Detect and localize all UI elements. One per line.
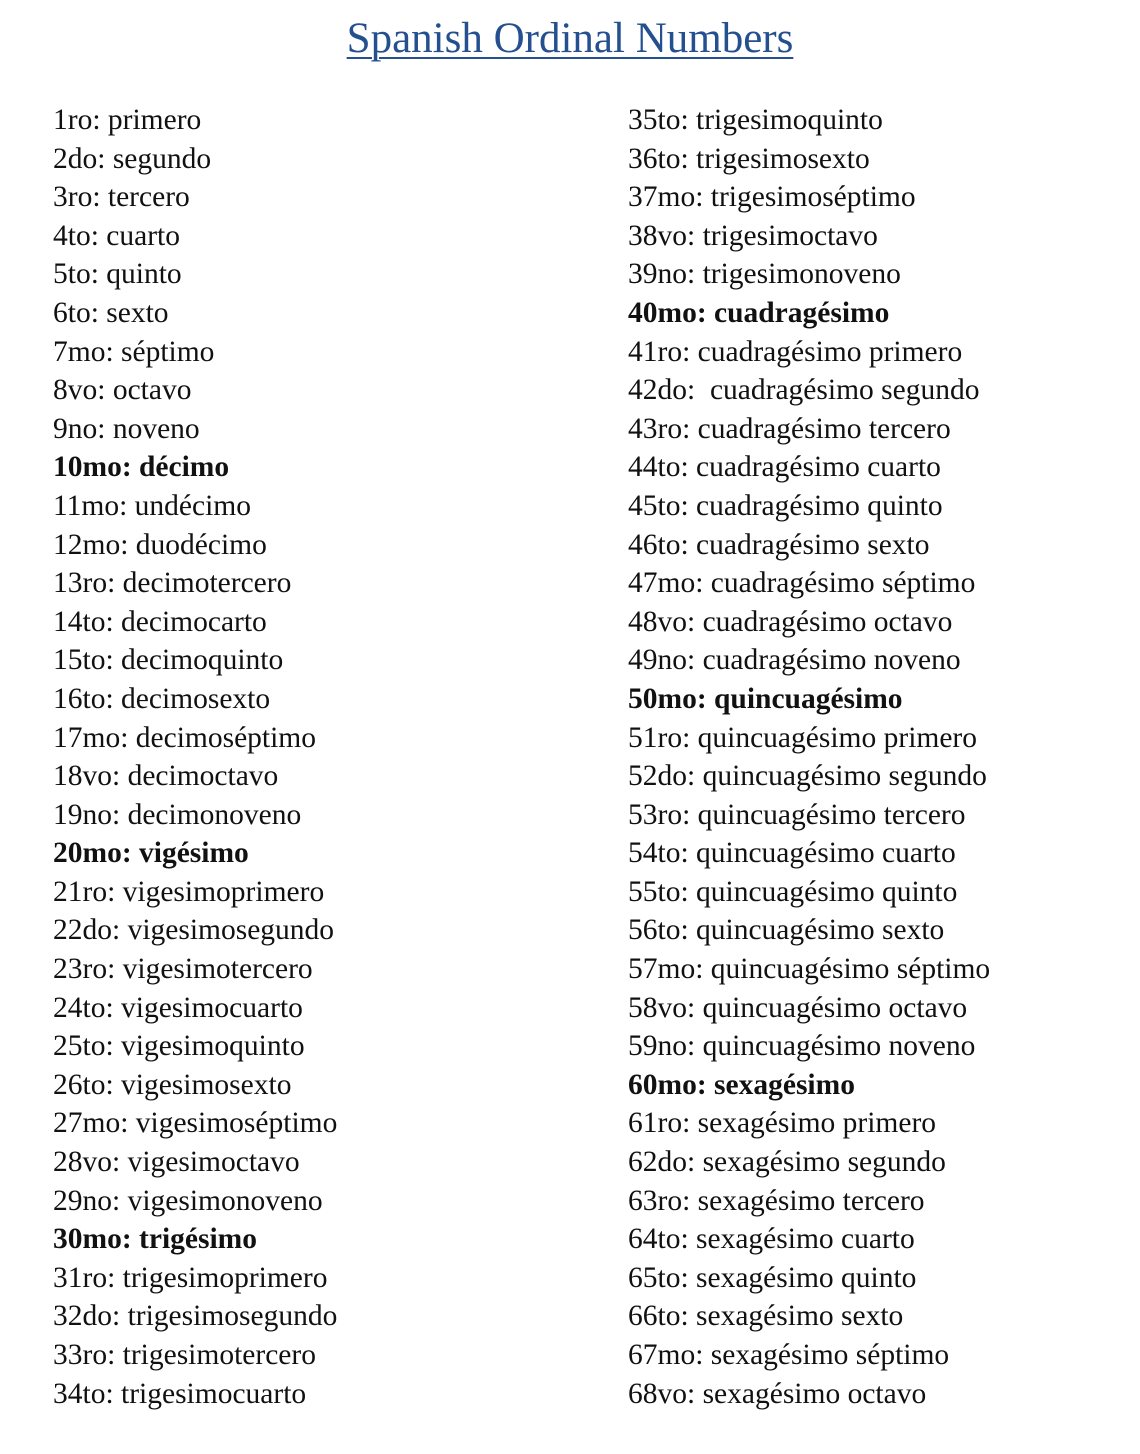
ordinal-heading: 30mo: trigésimo	[53, 1223, 257, 1256]
ordinal-item: 66to: sexagésimo sexto	[628, 1300, 904, 1333]
ordinal-item: 41ro: cuadragésimo primero	[628, 335, 963, 368]
ordinal-item: 27mo: vigesimoséptimo	[53, 1107, 338, 1140]
ordinal-item: 57mo: quincuagésimo séptimo	[628, 953, 991, 986]
ordinal-item: 5to: quinto	[53, 258, 182, 291]
ordinal-item: 63ro: sexagésimo tercero	[628, 1184, 925, 1217]
ordinal-heading: 50mo: quincuagésimo	[628, 682, 903, 715]
ordinal-item: 33ro: trigesimotercero	[53, 1339, 316, 1371]
ordinal-item: 26to: vigesimosexto	[53, 1068, 292, 1101]
ordinal-item: 6to: sexto	[53, 296, 169, 329]
ordinal-item: 22do: vigesimosegundo	[53, 914, 335, 947]
ordinal-item: 11mo: undécimo	[53, 489, 252, 522]
ordinal-item: 36to: trigesimosexto	[628, 142, 870, 175]
ordinal-item: 4to: cuarto	[53, 219, 180, 252]
ordinal-item: 43ro: cuadragésimo tercero	[628, 412, 951, 445]
page-title-text: Spanish Ordinal Numbers	[346, 15, 794, 62]
ordinal-item: 9no: noveno	[53, 412, 200, 445]
ordinal-item: 61ro: sexagésimo primero	[628, 1107, 937, 1140]
ordinal-item: 58vo: quincuagésimo octavo	[628, 991, 968, 1024]
ordinal-heading: 60mo: sexagésimo	[628, 1068, 855, 1101]
ordinal-item: 34to: trigesimocuarto	[53, 1377, 307, 1410]
ordinal-item: 31ro: trigesimoprimero	[53, 1261, 328, 1294]
ordinal-item: 32do: trigesimosegundo	[53, 1300, 338, 1333]
ordinal-item: 16to: decimosexto	[53, 682, 271, 715]
ordinal-item: 56to: quincuagésimo sexto	[628, 914, 945, 947]
ordinal-item: 64to: sexagésimo cuarto	[628, 1223, 915, 1256]
ordinal-item: 51ro: quincuagésimo primero	[628, 721, 978, 754]
ordinal-item: 46to: cuadragésimo sexto	[628, 528, 930, 561]
ordinal-list-right	[628, 101, 990, 1413]
ordinal-item: 19no: decimonoveno	[53, 798, 302, 831]
ordinal-item: 53ro: quincuagésimo tercero	[628, 798, 966, 831]
ordinal-item: 62do: sexagésimo segundo	[628, 1146, 946, 1179]
ordinal-list-left	[53, 101, 337, 1413]
ordinal-heading: 40mo: cuadragésimo	[628, 296, 890, 329]
ordinal-item: 29no: vigesimonoveno	[53, 1184, 323, 1217]
ordinal-item: 68vo: sexagésimo octavo	[628, 1377, 927, 1410]
ordinal-item: 35to: trigesimoquinto	[628, 104, 883, 136]
page-title	[0, 14, 1140, 63]
ordinal-item: 17mo: decimoséptimo	[53, 721, 317, 754]
ordinal-item: 15to: decimoquinto	[53, 644, 284, 677]
ordinal-item: 14to: decimocarto	[53, 605, 267, 638]
ordinal-item: 39no: trigesimonoveno	[628, 258, 901, 291]
ordinal-item: 42do: cuadragésimo segundo	[628, 374, 980, 407]
ordinal-item: 49no: cuadragésimo noveno	[628, 644, 961, 677]
ordinal-item: 13ro: decimotercero	[53, 567, 292, 600]
ordinal-item: 1ro: primero	[53, 104, 202, 136]
ordinal-item: 52do: quincuagésimo segundo	[628, 760, 987, 793]
ordinal-item: 38vo: trigesimoctavo	[628, 219, 878, 252]
ordinal-item: 21ro: vigesimoprimero	[53, 875, 325, 908]
ordinal-item: 47mo: cuadragésimo séptimo	[628, 567, 976, 600]
ordinal-item: 67mo: sexagésimo séptimo	[628, 1339, 950, 1371]
ordinal-item: 8vo: octavo	[53, 374, 192, 407]
ordinal-item: 18vo: decimoctavo	[53, 760, 279, 793]
ordinal-heading: 10mo: décimo	[53, 451, 230, 484]
ordinal-item: 37mo: trigesimoséptimo	[628, 181, 916, 214]
ordinal-item: 24to: vigesimocuarto	[53, 991, 303, 1024]
ordinal-item: 65to: sexagésimo quinto	[628, 1261, 917, 1294]
ordinal-item: 2do: segundo	[53, 142, 212, 175]
ordinal-item: 12mo: duodécimo	[53, 528, 267, 561]
ordinal-item: 54to: quincuagésimo cuarto	[628, 837, 956, 870]
ordinal-item: 59no: quincuagésimo noveno	[628, 1030, 976, 1063]
ordinal-item: 7mo: séptimo	[53, 335, 215, 368]
ordinal-item: 28vo: vigesimoctavo	[53, 1146, 300, 1179]
ordinal-item: 23ro: vigesimotercero	[53, 953, 313, 986]
ordinal-item: 45to: cuadragésimo quinto	[628, 489, 943, 522]
ordinal-item: 3ro: tercero	[53, 181, 190, 214]
ordinal-heading: 20mo: vigésimo	[53, 837, 249, 870]
ordinal-item: 25to: vigesimoquinto	[53, 1030, 305, 1063]
ordinal-item: 48vo: cuadragésimo octavo	[628, 605, 953, 638]
ordinal-item: 55to: quincuagésimo quinto	[628, 875, 958, 908]
ordinal-item: 44to: cuadragésimo cuarto	[628, 451, 941, 484]
